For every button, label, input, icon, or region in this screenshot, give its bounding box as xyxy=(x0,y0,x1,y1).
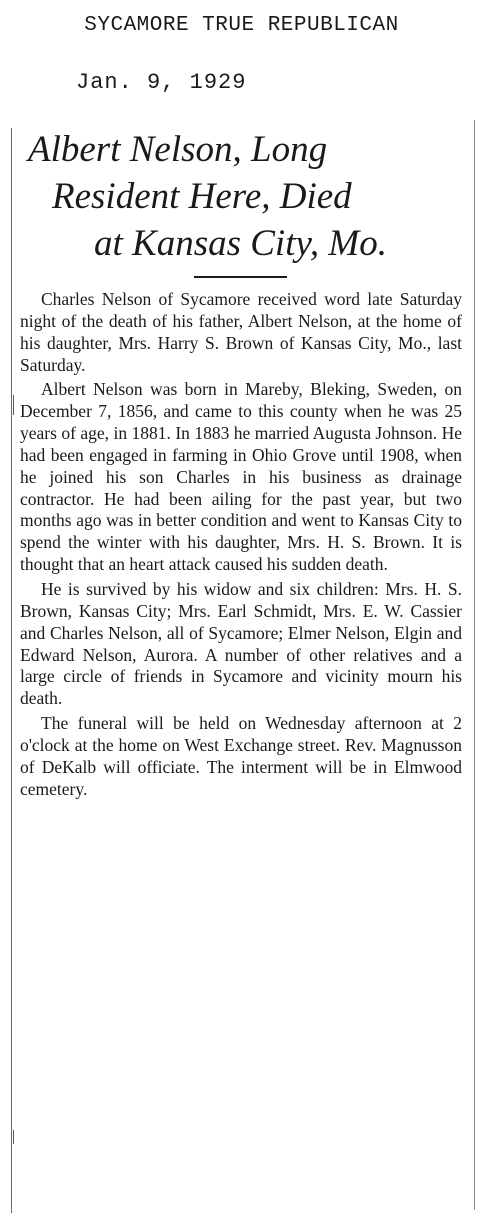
column-rule-right xyxy=(474,120,475,1210)
article-headline xyxy=(22,126,472,267)
column-rule-left xyxy=(11,128,12,1213)
headline-line: Albert Nelson, Long xyxy=(28,129,328,170)
scan-mark xyxy=(13,1130,14,1144)
headline-line: Resident Here, Died xyxy=(52,176,352,217)
article-paragraph: The funeral will be held on Wednesday afternoon at 2 o'clock at the home on West Exchange street. Rev. Magnusson of DeKalb will officiate. The interment will be in Elmwood cemetery. xyxy=(20,713,462,799)
article-paragraph: He is survived by his widow and six children: Mrs. H. S. Brown, Kansas City; Mrs. Earl Schmidt, Mrs. E. W. Cassier and Charles Nelson, all of Sycamore; Elmer Nelson, Elgin and Edward Nelson, Aurora. A number of other relatives and a large circle of friends in Sycamore and vicinity mourn his death. xyxy=(20,578,462,709)
newspaper-masthead: SYCAMORE TRUE REPUBLICAN xyxy=(84,14,399,37)
headline-line: at Kansas City, Mo. xyxy=(94,223,387,264)
scan-mark xyxy=(13,395,14,415)
publication-date: Jan. 9, 1929 xyxy=(76,70,247,95)
article-paragraph: Charles Nelson of Sycamore received word late Saturday night of the death of his father, Albert Nelson, at the home of his daughter, Mrs. Harry S. Brown of Kansas City, Mo., last Saturday. xyxy=(20,289,462,375)
article-paragraph: Albert Nelson was born in Mareby, Bleking, Sweden, on December 7, 1856, and came to this county when he was 25 years of age, in 1881. In 1883 he married Augusta Johnson. He had been engaged in farming in Ohio Grove until 1908, when he joined his son Charles in his business as drainage contractor. He had been ailing for the past year, but two months ago was in better condition and went to Kansas City to spend the winter with his daughter, Mrs. H. S. Brown. It is thought that an heart attack caused his sudden death. xyxy=(20,379,462,575)
article-body xyxy=(20,289,462,803)
headline-divider xyxy=(194,276,287,278)
